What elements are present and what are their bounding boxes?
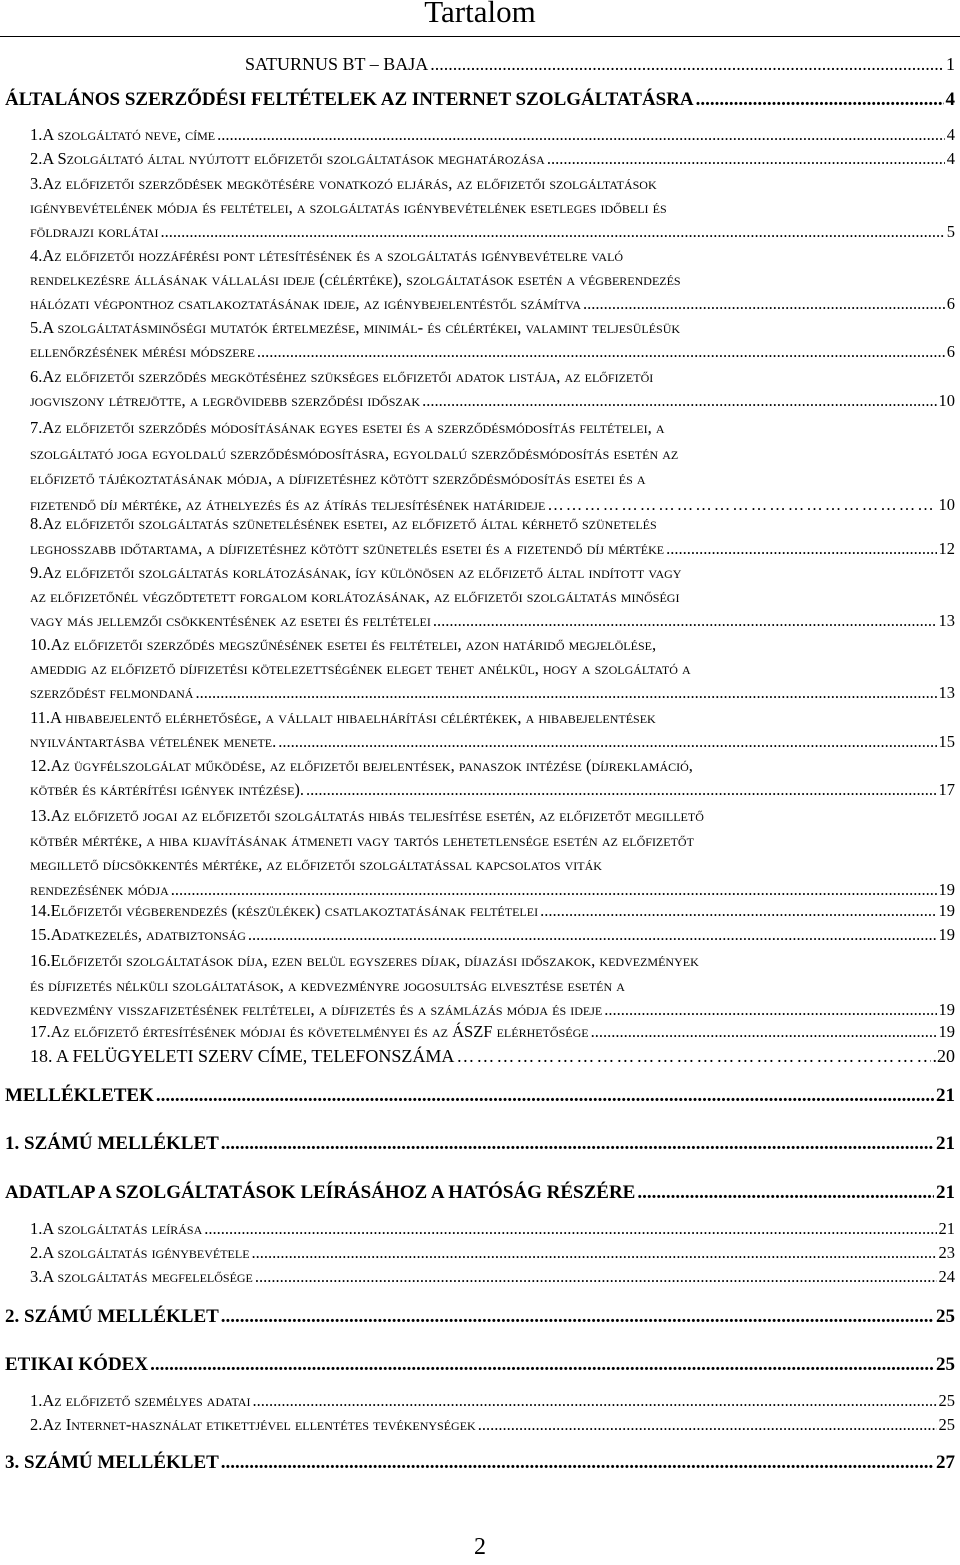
toc-entry-text: igénybevételének módja és feltételei, a szolgáltatás igénybevételének esetleges időbeli és	[30, 198, 667, 217]
dot-leader	[666, 537, 936, 562]
toc-entry-text: 3.A szolgáltatás megfelelősége	[30, 1267, 253, 1286]
dot-leader	[248, 925, 937, 945]
toc-entry-text: 16.Előfizetői szolgáltatások díja, ezen belül egyszeres díjak, díjazási időszakok, kedvezmények	[30, 951, 699, 970]
toc-page-number: 25	[936, 1354, 955, 1375]
toc-page-number: 5	[946, 222, 955, 241]
toc-entry[interactable]	[30, 1415, 955, 1435]
dot-leader	[456, 1046, 930, 1066]
toc-entry[interactable]	[30, 125, 955, 145]
toc-entry-text: 1.A szolgáltató neve, címe	[30, 125, 216, 144]
toc-entry-text: hálózati végponthoz csatlakoztatásának ideje, az igénybejelentéstől számítva	[30, 294, 581, 313]
toc-entry-text: MELLÉKLETEK	[5, 1085, 154, 1106]
toc-entry-text: és díjfizetés nélküli szolgáltatások, a kedvezményre jogosultság elvesztése esetén a	[30, 975, 625, 995]
toc-page-number: 21	[936, 1133, 955, 1154]
dot-leader	[478, 1415, 937, 1435]
toc-entry-text: leghosszabb időtartama, a díjfizetéshez kötött szünetelés esetei és a fizetendő díj mértéke	[30, 538, 665, 558]
toc-entry-text: 11.A hibabejelentő elérhetősége, a vállalt hibaelhárítási célértékek, a hibabejelentések	[30, 708, 656, 727]
toc-entry-text: 18. A FELÜGYELETI SZERV CÍME, TELEFONSZÁMA	[30, 1046, 455, 1066]
toc-entry-text: 7.Az előfizetői szerződés módosításának egyes esetei és a szerződésmódosítás feltételei, a	[30, 418, 665, 437]
toc-entry-text: előfizető tájékoztatásának módja, a díjfizetéshez kötött szerződésmódosítás esetei és a	[30, 469, 646, 488]
toc-page-number: 4	[946, 149, 955, 168]
toc-entry[interactable]	[30, 365, 955, 413]
dot-leader	[221, 1451, 934, 1475]
toc-page-number: 1	[946, 54, 955, 74]
toc-entry-text: megillető díjcsökkentés mértéke, az előfizetői szolgáltatással kapcsolatos viták	[30, 855, 602, 874]
toc-entry[interactable]	[30, 706, 955, 754]
toc-page-number: 4	[946, 125, 955, 144]
dot-leader	[221, 1132, 934, 1156]
dot-leader	[204, 1219, 936, 1239]
dot-leader	[252, 1391, 936, 1411]
page-number: 2	[474, 1534, 486, 1560]
dot-leader	[637, 1181, 934, 1205]
toc-entry-text: 3. SZÁMÚ MELLÉKLET	[5, 1452, 219, 1473]
dot-leader	[255, 1267, 937, 1287]
title-underline	[0, 36, 960, 37]
dot-leader	[430, 52, 944, 76]
toc-entry[interactable]	[5, 1305, 955, 1329]
toc-title: Tartalom	[424, 0, 536, 29]
toc-entry-text: 2.A szolgáltatás igénybevétele	[30, 1243, 250, 1262]
toc-entry[interactable]	[5, 1132, 955, 1156]
toc-page-number: 6	[946, 342, 955, 361]
toc-page-number: 6	[946, 294, 955, 313]
dot-leader	[583, 292, 945, 316]
toc-entry-text: 3.Az előfizetői szerződések megkötésére vonatkozó eljárás, az előfizetői szolgáltatások	[30, 174, 657, 193]
toc-entry-text: ETIKAI KÓDEX	[5, 1354, 149, 1375]
toc-page-number: 10	[938, 494, 955, 514]
toc-page-number: 19	[938, 901, 955, 920]
dot-leader	[217, 125, 945, 145]
toc-entry-text: 2.Az Internet-használat etikettjével ellentétes tevékenységek	[30, 1415, 476, 1434]
toc-entry-text: 9.Az előfizetői szolgáltatás korlátozásának, így különösen az előfizető által indított vagy	[30, 563, 682, 582]
toc-page-number: 24	[938, 1267, 955, 1286]
toc-page-number: 12	[938, 538, 955, 558]
toc-page-number: .20	[932, 1046, 955, 1066]
toc-page-number: 19	[938, 1000, 955, 1019]
toc-page-number: 21	[936, 1182, 955, 1203]
toc-entry-text: vagy más jellemzői csökkentésének az esetei és feltételei	[30, 611, 431, 630]
toc-page-number: 19	[938, 925, 955, 944]
dot-leader	[540, 901, 936, 921]
toc-entry-text: 2.A Szolgáltató által nyújtott előfizetői szolgáltatások meghatározása	[30, 149, 545, 168]
toc-entry[interactable]	[30, 804, 955, 902]
toc-entry-text: rendelkezésre állásának vállalási ideje (célértéke), szolgáltatások esetén a végberendezés	[30, 270, 681, 289]
toc-page-number: 13	[938, 611, 955, 630]
toc-entry-text: 1.A szolgáltatás leírása	[30, 1219, 203, 1238]
dot-leader	[591, 1022, 937, 1042]
toc-entry-text: kötbér mértéke, a hiba kijavításának átmeneti vagy tartós lehetetlensége esetén az előfizetőt	[30, 830, 694, 850]
toc-page-number: 15	[938, 732, 955, 751]
toc-entry-text: 14.Előfizetői végberendezés (készülékek) csatlakoztatásának feltételei	[30, 901, 539, 920]
toc-entry-text: fizetendő díj mértéke, az áthelyezés és az átírás teljesítésének határideje	[30, 494, 546, 514]
toc-entry[interactable]	[30, 754, 955, 802]
toc-entry-text: szerződést felmondaná	[30, 683, 194, 702]
toc-entry[interactable]	[30, 1022, 955, 1042]
toc-entry-text: 12.Az ügyfélszolgálat működése, az előfizetői bejelentések, panaszok intézése (díjreklamáció,	[30, 756, 693, 775]
toc-entry[interactable]	[5, 87, 955, 112]
toc-entry-text: 5.A szolgáltatásminőségi mutatók értelmezése, minimál- és célértékei, valamint teljesülésük	[30, 318, 681, 337]
toc-entry-text: SATURNUS BT – BAJA	[245, 54, 429, 74]
toc-entry-text: földrajzi korlátai	[30, 222, 159, 241]
toc-entry-text: jogviszony létrejötte, a legrövidebb szerződési időszak	[30, 391, 421, 410]
toc-page-number: 10	[938, 391, 955, 410]
toc-entry-text: 1.Az előfizető személyes adatai	[30, 1391, 251, 1410]
toc-entry-text: 10.Az előfizetői szerződés megszűnésének esetei és feltételei, azon határidő megjelölése,	[30, 635, 657, 654]
toc-entry-text: kötbér és kártérítési igények intézése).	[30, 780, 305, 799]
toc-entry[interactable]	[30, 1391, 955, 1411]
toc-entry-text: nyilvántartásba vételének menete.	[30, 732, 277, 751]
toc-entry-text: ellenőrzésének mérési módszere	[30, 342, 255, 361]
dot-leader	[221, 1305, 934, 1329]
toc-page-number: 25	[938, 1415, 955, 1434]
toc-entry[interactable]	[30, 244, 955, 316]
dot-leader	[306, 778, 936, 802]
toc-entry[interactable]	[30, 1243, 955, 1263]
toc-entry-text: ADATLAP A SZOLGÁLTATÁSOK LEÍRÁSÁHOZ A HATÓSÁG RÉSZÉRE	[5, 1182, 636, 1203]
toc-page-number: 25	[938, 1391, 955, 1410]
toc-entry-text: 13.Az előfizető jogai az előfizetői szolgáltatás hibás teljesítése esetén, az előfizetőt megillető	[30, 806, 704, 825]
toc-page-number: 17	[938, 780, 955, 799]
toc-page-number: 21	[936, 1085, 955, 1106]
toc-page-number: 25	[936, 1306, 955, 1327]
toc-entry[interactable]	[5, 1451, 955, 1475]
dot-leader	[195, 681, 936, 705]
dot-leader	[257, 340, 945, 364]
dot-leader	[422, 389, 936, 413]
toc-entry-text: 8.Az előfizetői szolgáltatás szünetelésének esetei, az előfizető által kérhető szünetelés	[30, 514, 657, 533]
toc-entry-text: 17.Az előfizető értesítésének módjai és követelményei és az ÁSZF elérhetősége	[30, 1022, 589, 1041]
toc-entry[interactable]	[30, 1046, 955, 1066]
toc-entry[interactable]	[30, 512, 955, 561]
toc-entry[interactable]	[245, 52, 955, 76]
toc-entry[interactable]	[30, 149, 955, 169]
toc-entry-text: ameddig az előfizető díjfizetési kötelezettségének eleget tehet anélkül, hogy a szolgáltató a	[30, 659, 691, 678]
toc-page-number: 27	[936, 1452, 955, 1473]
toc-entry[interactable]	[30, 1219, 955, 1239]
toc-entry[interactable]	[30, 415, 955, 517]
toc-entry-text: 1. SZÁMÚ MELLÉKLET	[5, 1133, 219, 1154]
toc-page-number: 19	[938, 1022, 955, 1041]
toc-entry[interactable]	[30, 925, 955, 945]
toc-entry[interactable]	[30, 633, 955, 705]
dot-leader	[150, 1353, 934, 1377]
toc-page-number: 4	[945, 89, 955, 110]
toc-entry-text: 4.Az előfizetői hozzáférési pont létesítésének és a szolgáltatás igénybevételre való	[30, 246, 624, 265]
toc-page-number: 19	[938, 879, 955, 899]
toc-entry[interactable]	[30, 901, 955, 921]
toc-entry-text: 15.Adatkezelés, adatbiztonság	[30, 925, 246, 944]
toc-entry[interactable]	[30, 316, 955, 364]
toc-page-number: 13	[938, 683, 955, 702]
toc-page-number: 21	[938, 1219, 955, 1238]
dot-leader	[161, 220, 945, 244]
dot-leader	[156, 1084, 934, 1108]
toc-entry-text: ÁLTALÁNOS SZERZŐDÉSI FELTÉTELEK AZ INTERNET SZOLGÁLTATÁSRA	[5, 89, 694, 110]
dot-leader	[171, 878, 937, 903]
toc-entry-text: szolgáltató joga egyoldalú szerződésmódosításra, egyoldalú szerződésmódosítás esetén az	[30, 443, 679, 463]
toc-entry[interactable]	[30, 172, 955, 244]
toc-entry-text: 2. SZÁMÚ MELLÉKLET	[5, 1306, 219, 1327]
toc-entry[interactable]	[30, 949, 955, 1023]
toc-entry[interactable]	[30, 561, 955, 633]
dot-leader	[433, 609, 937, 633]
toc-entry-text: kedvezmény visszafizetésének feltételei, a díjfizetés és a számlázás módja és ideje	[30, 1000, 603, 1019]
dot-leader	[604, 998, 936, 1023]
toc-entry[interactable]	[30, 1267, 955, 1287]
toc-entry-text: az előfizetőnél végződtetett forgalom korlátozásának, az előfizetői szolgáltatás minőségi	[30, 587, 680, 606]
toc-entry[interactable]	[5, 1084, 955, 1108]
toc-entry[interactable]	[5, 1181, 955, 1205]
dot-leader	[252, 1243, 937, 1263]
dot-leader	[696, 87, 944, 112]
toc-entry-text: rendezésének módja	[30, 879, 169, 899]
toc-entry[interactable]	[5, 1353, 955, 1377]
toc-entry-text: 6.Az előfizetői szerződés megkötéséhez szükséges előfizetői adatok listája, az előfizetői	[30, 367, 654, 386]
toc-page-number: 23	[938, 1243, 955, 1262]
dot-leader	[278, 730, 936, 754]
dot-leader	[547, 149, 945, 169]
